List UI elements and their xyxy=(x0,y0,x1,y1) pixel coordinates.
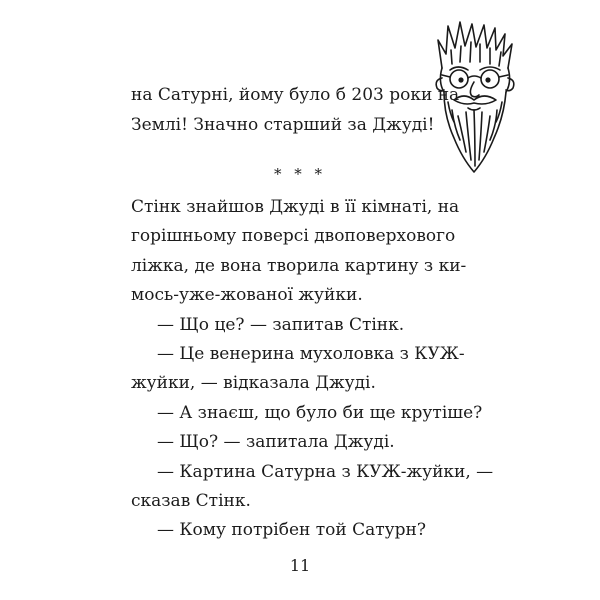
text-line: горішньому поверсі двоповерхового xyxy=(131,226,456,246)
section-separator: * * * xyxy=(273,165,327,183)
dialogue-line: — Це венерина мухоловка з КУЖ- xyxy=(157,344,465,364)
dialogue-line: жуйки, — відказала Джуді. xyxy=(131,373,376,393)
dialogue-line: — Що це? — запитав Стінк. xyxy=(157,315,405,335)
dialogue-line: — Картина Сатурна з КУЖ-жуйки, — xyxy=(157,462,494,482)
page-number: 11 xyxy=(289,556,311,575)
text-line: на Сатурні, йому було б 203 роки на xyxy=(131,85,460,105)
dialogue-line: сказав Стінк. xyxy=(131,491,251,511)
text-line: ліжка, де вона творила картину з ки- xyxy=(131,256,467,276)
text-line: Землі! Значно старший за Джуді! xyxy=(131,115,435,135)
dialogue-line: — Кому потрібен той Сатурн? xyxy=(157,520,426,540)
dialogue-line: — Що? — запитала Джуді. xyxy=(157,432,395,452)
text-line: Стінк знайшов Джуді в її кімнаті, на xyxy=(131,197,460,217)
dialogue-line: — А знаєш, що було би ще крутіше? xyxy=(157,403,483,423)
text-line: мось-уже-жованої жуйки. xyxy=(131,285,363,305)
